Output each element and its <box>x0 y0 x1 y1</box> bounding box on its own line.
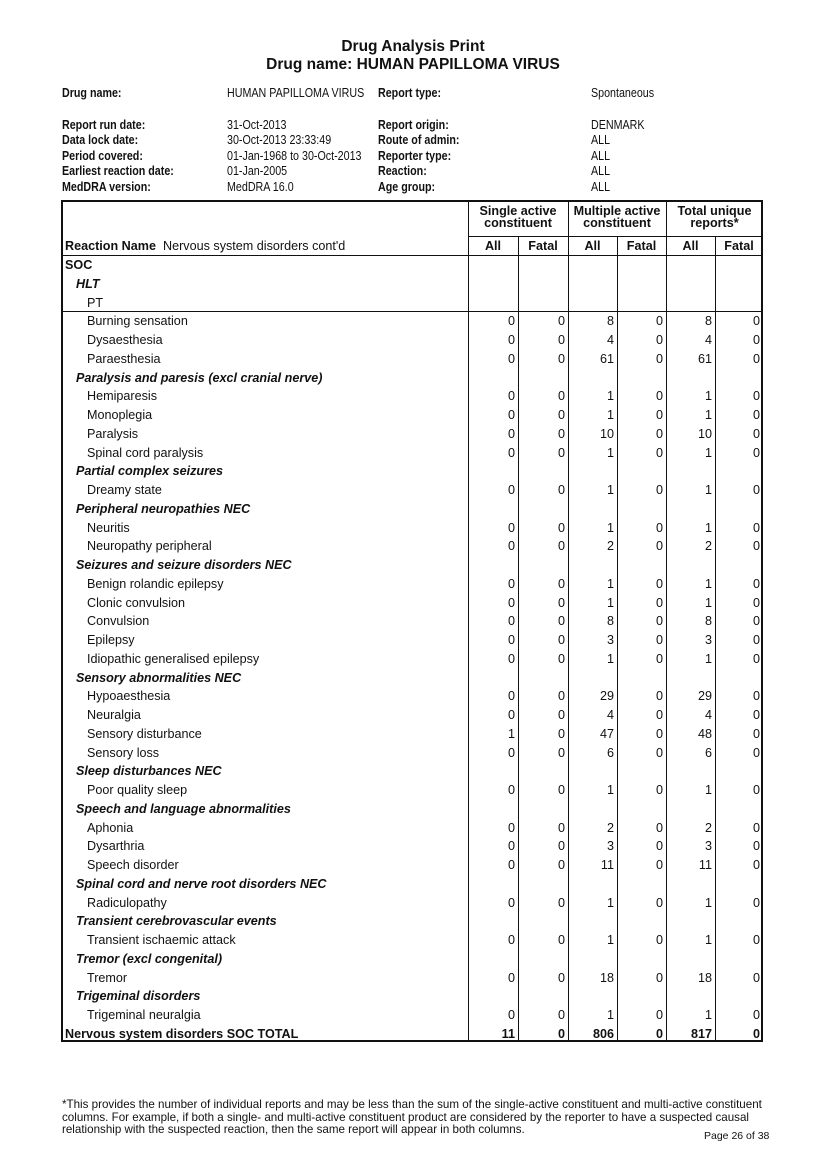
reaction-name: Trigeminal disorders <box>76 989 201 1004</box>
count-cell: 0 <box>655 895 663 910</box>
document-subtitle: Drug name: HUMAN PAPILLOMA VIRUS <box>266 56 560 73</box>
count-cell: 3 <box>606 633 614 647</box>
count-cell: 0 <box>655 1026 663 1041</box>
count-cell: 1 <box>606 1008 614 1022</box>
count-cell: 0 <box>752 389 760 404</box>
table-row <box>63 312 763 331</box>
meta-value: Spontaneous <box>591 86 655 100</box>
meta-value: ALL <box>591 149 611 163</box>
table-row <box>63 537 763 556</box>
count-cell: 18 <box>697 970 712 985</box>
meta-value: ALL <box>591 164 611 178</box>
count-cell: 47 <box>599 726 614 741</box>
reaction-name: Idiopathic generalised epilepsy <box>87 651 260 666</box>
count-cell: 1 <box>606 783 614 797</box>
group-row <box>63 875 763 894</box>
count-cell: 0 <box>752 858 760 872</box>
count-cell: 1 <box>606 651 614 666</box>
count-cell: 0 <box>655 614 663 629</box>
count-cell: 0 <box>557 933 565 947</box>
count-cell: 0 <box>655 633 663 647</box>
count-cell: 0 <box>655 351 663 366</box>
count-cell: 0 <box>507 745 515 760</box>
count-cell: 0 <box>507 595 515 610</box>
count-cell: 0 <box>507 445 515 460</box>
meta-label: Reporter type: <box>378 149 452 163</box>
count-cell: 0 <box>507 970 515 985</box>
count-cell: 0 <box>557 1008 565 1022</box>
count-cell: 0 <box>507 820 515 835</box>
count-cell: 0 <box>655 408 663 422</box>
count-cell: 0 <box>655 426 663 441</box>
reaction-name: Epilepsy <box>87 633 135 647</box>
meta-label: Route of admin: <box>378 133 460 147</box>
group-row <box>63 762 763 781</box>
count-cell: 0 <box>557 426 565 441</box>
count-cell: 0 <box>507 633 515 647</box>
table-row <box>63 406 763 425</box>
table-row <box>63 781 763 800</box>
count-cell: 29 <box>599 689 614 704</box>
table-row <box>63 294 763 313</box>
reaction-table <box>61 200 763 1042</box>
count-cell: 0 <box>557 689 565 704</box>
reaction-name: Aphonia <box>87 820 134 835</box>
group-row <box>63 369 763 388</box>
count-cell: 0 <box>752 839 760 854</box>
count-cell: 0 <box>557 483 565 497</box>
count-cell: 1 <box>704 483 712 497</box>
count-cell: 0 <box>655 389 663 404</box>
count-cell: 4 <box>704 708 712 722</box>
count-cell: 0 <box>655 520 663 535</box>
count-cell: 0 <box>557 708 565 722</box>
reaction-name-label: Reaction Name <box>65 239 156 253</box>
count-cell: 0 <box>752 1008 760 1022</box>
count-cell: 1 <box>704 389 712 404</box>
count-cell: 0 <box>557 1026 565 1041</box>
count-cell: 0 <box>507 520 515 535</box>
count-cell: 0 <box>557 614 565 629</box>
table-row <box>63 481 763 500</box>
count-cell: 0 <box>752 520 760 535</box>
count-cell: 29 <box>697 689 712 704</box>
count-cell: 61 <box>599 351 614 366</box>
count-cell: 0 <box>655 820 663 835</box>
count-cell: 0 <box>752 445 760 460</box>
count-cell: 0 <box>655 708 663 722</box>
count-cell: 0 <box>752 651 760 666</box>
count-cell: 1 <box>704 408 712 422</box>
count-cell: 1 <box>704 595 712 610</box>
group-header-total: Total unique reports* <box>677 204 752 230</box>
table-row <box>63 425 763 444</box>
count-cell: 18 <box>599 970 614 985</box>
reaction-name: Peripheral neuropathies NEC <box>76 501 251 516</box>
table-row <box>63 350 763 369</box>
group-row <box>63 500 763 519</box>
table-row <box>63 969 763 988</box>
count-cell: 0 <box>507 576 515 591</box>
meta-label: Period covered: <box>62 149 143 163</box>
count-cell: 0 <box>752 708 760 722</box>
count-cell: 0 <box>507 483 515 497</box>
column-header-fatal: Fatal <box>724 239 754 253</box>
reaction-name: Radiculopathy <box>87 895 167 910</box>
section-label: Nervous system disorders cont'd <box>163 239 346 253</box>
meta-label: Report type: <box>378 86 442 100</box>
reaction-name: HLT <box>76 276 100 291</box>
count-cell: 3 <box>704 633 712 647</box>
meta-value: ALL <box>591 180 611 194</box>
count-cell: 0 <box>752 426 760 441</box>
count-cell: 0 <box>507 651 515 666</box>
meta-label: Report run date: <box>62 118 146 132</box>
count-cell: 10 <box>599 426 614 441</box>
group-row <box>63 950 763 969</box>
count-cell: 0 <box>557 333 565 347</box>
count-cell: 0 <box>752 820 760 835</box>
count-cell: 1 <box>704 520 712 535</box>
count-cell: 4 <box>606 708 614 722</box>
header-divider <box>468 236 761 237</box>
reaction-name: Tremor (excl congenital) <box>76 951 223 966</box>
meta-value: 01-Jan-1968 to 30-Oct-2013 <box>227 149 362 163</box>
reaction-name: Sensory loss <box>87 745 160 760</box>
count-cell: 0 <box>557 520 565 535</box>
count-cell: 0 <box>655 689 663 704</box>
count-cell: 3 <box>704 839 712 854</box>
group-row <box>63 669 763 688</box>
count-cell: 3 <box>606 839 614 854</box>
count-cell: 0 <box>752 576 760 591</box>
reaction-name: Transient ischaemic attack <box>87 933 236 947</box>
count-cell: 61 <box>697 351 712 366</box>
count-cell: 0 <box>507 689 515 704</box>
group-row <box>63 256 763 275</box>
count-cell: 0 <box>507 539 515 554</box>
reaction-name-header <box>65 239 345 253</box>
document-title: Drug Analysis Print <box>341 38 485 55</box>
count-cell: 0 <box>752 333 760 347</box>
count-cell: 1 <box>704 783 712 797</box>
reaction-name: Transient cerebrovascular events <box>76 914 277 929</box>
table-row <box>63 725 763 744</box>
count-cell: 0 <box>655 970 663 985</box>
count-cell: 6 <box>606 745 614 760</box>
table-row <box>63 331 763 350</box>
meta-label: Earliest reaction date: <box>62 164 174 178</box>
table-row <box>63 1006 763 1025</box>
count-cell: 0 <box>557 820 565 835</box>
count-cell: 0 <box>655 933 663 947</box>
meta-label: Age group: <box>378 180 436 194</box>
count-cell: 0 <box>752 539 760 554</box>
count-cell: 0 <box>557 726 565 741</box>
count-cell: 0 <box>507 614 515 629</box>
count-cell: 0 <box>752 314 760 329</box>
count-cell: 817 <box>690 1026 712 1041</box>
count-cell: 0 <box>507 426 515 441</box>
count-cell: 0 <box>752 895 760 910</box>
column-header-fatal: Fatal <box>528 239 558 253</box>
count-cell: 1 <box>704 576 712 591</box>
reaction-name: Hemiparesis <box>87 389 157 404</box>
count-cell: 0 <box>557 389 565 404</box>
column-header-all: All <box>484 239 502 253</box>
meta-value: DENMARK <box>591 118 645 132</box>
group-row <box>63 462 763 481</box>
count-cell: 0 <box>557 595 565 610</box>
reaction-name: SOC <box>65 258 93 272</box>
count-cell: 0 <box>507 933 515 947</box>
count-cell: 1 <box>606 520 614 535</box>
count-cell: 806 <box>592 1026 614 1041</box>
reaction-name: Neuralgia <box>87 708 141 722</box>
count-cell: 0 <box>655 333 663 347</box>
reaction-name: Convulsion <box>87 614 150 629</box>
count-cell: 11 <box>698 858 712 872</box>
count-cell: 0 <box>557 970 565 985</box>
reaction-name: Sleep disturbances NEC <box>76 764 222 779</box>
count-cell: 10 <box>697 426 712 441</box>
table-row <box>63 650 763 669</box>
table-row <box>63 837 763 856</box>
count-cell: 0 <box>557 408 565 422</box>
count-cell: 1 <box>704 651 712 666</box>
count-cell: 0 <box>752 614 760 629</box>
table-row <box>63 387 763 406</box>
group-header-multiple: Multiple active constituent <box>573 204 661 230</box>
count-cell: 11 <box>600 858 614 872</box>
count-cell: 0 <box>752 595 760 610</box>
count-cell: 0 <box>507 314 515 329</box>
count-cell: 0 <box>655 1008 663 1022</box>
reaction-name: Speech and language abnormalities <box>76 801 291 816</box>
table-row <box>63 687 763 706</box>
count-cell: 0 <box>507 839 515 854</box>
table-row <box>63 706 763 725</box>
meta-label: MedDRA version: <box>62 180 151 194</box>
count-cell: 0 <box>752 483 760 497</box>
group-row <box>63 275 763 294</box>
count-cell: 0 <box>557 445 565 460</box>
group-row <box>63 987 763 1006</box>
reaction-name: Sensory abnormalities NEC <box>76 670 242 685</box>
count-cell: 0 <box>655 783 663 797</box>
table-row <box>63 594 763 613</box>
count-cell: 11 <box>501 1026 515 1041</box>
count-cell: 8 <box>704 614 712 629</box>
table-row <box>63 519 763 538</box>
count-cell: 0 <box>507 708 515 722</box>
count-cell: 1 <box>606 389 614 404</box>
count-cell: 0 <box>655 445 663 460</box>
reaction-name: Monoplegia <box>87 408 153 422</box>
count-cell: 0 <box>752 689 760 704</box>
count-cell: 0 <box>557 351 565 366</box>
count-cell: 1 <box>606 483 614 497</box>
reaction-name: Neuropathy peripheral <box>87 539 212 554</box>
count-cell: 0 <box>557 539 565 554</box>
table-row <box>63 612 763 631</box>
table-row <box>63 819 763 838</box>
count-cell: 0 <box>752 726 760 741</box>
meta-value: 30-Oct-2013 23:33:49 <box>227 133 332 147</box>
count-cell: 0 <box>557 314 565 329</box>
count-cell: 0 <box>507 333 515 347</box>
reaction-name: Sensory disturbance <box>87 726 202 741</box>
group-header-single: Single active constituent <box>479 204 557 230</box>
count-cell: 8 <box>606 314 614 329</box>
reaction-name: Nervous system disorders SOC TOTAL <box>65 1026 299 1041</box>
count-cell: 6 <box>704 745 712 760</box>
table-row <box>63 631 763 650</box>
meta-value: MedDRA 16.0 <box>227 180 294 194</box>
count-cell: 1 <box>606 408 614 422</box>
count-cell: 0 <box>557 576 565 591</box>
count-cell: 0 <box>752 1026 760 1041</box>
count-cell: 1 <box>606 576 614 591</box>
count-cell: 0 <box>557 839 565 854</box>
reaction-name: PT <box>87 295 104 310</box>
count-cell: 0 <box>507 895 515 910</box>
count-cell: 0 <box>507 351 515 366</box>
reaction-name: Trigeminal neuralgia <box>87 1008 201 1022</box>
count-cell: 1 <box>606 933 614 947</box>
group-row <box>63 912 763 931</box>
count-cell: 0 <box>655 839 663 854</box>
table-row <box>63 575 763 594</box>
table-row <box>63 444 763 463</box>
count-cell: 0 <box>655 651 663 666</box>
column-header-fatal: Fatal <box>626 239 657 253</box>
column-header-all: All <box>682 239 699 253</box>
count-cell: 0 <box>752 970 760 985</box>
meta-value: HUMAN PAPILLOMA VIRUS <box>227 86 365 100</box>
reaction-name: Dreamy state <box>87 483 162 497</box>
reaction-name: Hypoaesthesia <box>87 689 171 704</box>
reaction-name: Clonic convulsion <box>87 595 186 610</box>
count-cell: 0 <box>557 895 565 910</box>
meta-label: Drug name: <box>62 86 122 100</box>
count-cell: 0 <box>752 783 760 797</box>
count-cell: 0 <box>557 745 565 760</box>
meta-value: 31-Oct-2013 <box>227 118 287 132</box>
count-cell: 0 <box>507 408 515 422</box>
count-cell: 0 <box>655 314 663 329</box>
count-cell: 0 <box>655 539 663 554</box>
count-cell: 48 <box>697 726 712 741</box>
count-cell: 1 <box>704 1008 712 1022</box>
table-row <box>63 744 763 763</box>
count-cell: 2 <box>704 539 712 554</box>
count-cell: 0 <box>507 858 515 872</box>
table-row <box>63 856 763 875</box>
reaction-name: Burning sensation <box>87 314 188 329</box>
count-cell: 0 <box>752 933 760 947</box>
count-cell: 0 <box>655 483 663 497</box>
page-number: Page 26 of 38 <box>704 1130 770 1142</box>
total-row <box>63 1025 763 1044</box>
reaction-name: Spinal cord paralysis <box>87 445 204 460</box>
meta-label: Reaction: <box>378 164 427 178</box>
reaction-name: Tremor <box>87 970 128 985</box>
count-cell: 8 <box>704 314 712 329</box>
reaction-name: Paralysis <box>87 426 139 441</box>
count-cell: 0 <box>752 408 760 422</box>
count-cell: 0 <box>752 745 760 760</box>
count-cell: 1 <box>606 445 614 460</box>
count-cell: 2 <box>704 820 712 835</box>
reaction-name: Speech disorder <box>87 858 179 872</box>
count-cell: 4 <box>606 333 614 347</box>
count-cell: 0 <box>507 1008 515 1022</box>
count-cell: 0 <box>507 389 515 404</box>
count-cell: 0 <box>752 351 760 366</box>
count-cell: 0 <box>655 745 663 760</box>
reaction-name: Spinal cord and nerve root disorders NEC <box>76 876 327 891</box>
reaction-name: Dysarthria <box>87 839 145 854</box>
count-cell: 1 <box>704 445 712 460</box>
count-cell: 1 <box>704 933 712 947</box>
count-cell: 1 <box>606 895 614 910</box>
reaction-name: Seizures and seizure disorders NEC <box>76 558 292 572</box>
count-cell: 0 <box>655 595 663 610</box>
count-cell: 4 <box>704 333 712 347</box>
reaction-name: Partial complex seizures <box>76 464 223 479</box>
count-cell: 0 <box>557 633 565 647</box>
reaction-name: Paraesthesia <box>87 351 161 366</box>
count-cell: 2 <box>606 820 614 835</box>
reaction-name: Neuritis <box>87 520 130 535</box>
meta-label: Data lock date: <box>62 133 139 147</box>
count-cell: 0 <box>655 576 663 591</box>
count-cell: 1 <box>507 726 515 741</box>
count-cell: 0 <box>655 726 663 741</box>
reaction-name: Paralysis and paresis (excl cranial nerve) <box>76 370 323 385</box>
group-row <box>63 800 763 819</box>
reaction-name: Benign rolandic epilepsy <box>87 576 224 591</box>
column-header-all: All <box>584 239 601 253</box>
group-row <box>63 556 763 575</box>
count-cell: 0 <box>507 783 515 797</box>
count-cell: 0 <box>557 783 565 797</box>
count-cell: 0 <box>655 858 663 872</box>
reaction-name: Poor quality sleep <box>87 783 188 797</box>
count-cell: 8 <box>606 614 614 629</box>
table-row <box>63 894 763 913</box>
count-cell: 0 <box>557 858 565 872</box>
count-cell: 1 <box>704 895 712 910</box>
footnote: *This provides the number of individual reports and may be less than the sum of the single-active constituent and multi-active constituent columns. For example, if both a single- and multi-active constituent product are considered by the reporter to have a suspected causal relationship with the suspected reaction, then the same report will appear in both columns. <box>62 1098 762 1137</box>
meta-label: Report origin: <box>378 118 449 132</box>
count-cell: 1 <box>606 595 614 610</box>
meta-value: 01-Jan-2005 <box>227 164 288 178</box>
count-cell: 0 <box>752 633 760 647</box>
reaction-name: Dysaesthesia <box>87 333 163 347</box>
meta-value: ALL <box>591 133 611 147</box>
table-row <box>63 931 763 950</box>
count-cell: 0 <box>557 651 565 666</box>
count-cell: 2 <box>606 539 614 554</box>
